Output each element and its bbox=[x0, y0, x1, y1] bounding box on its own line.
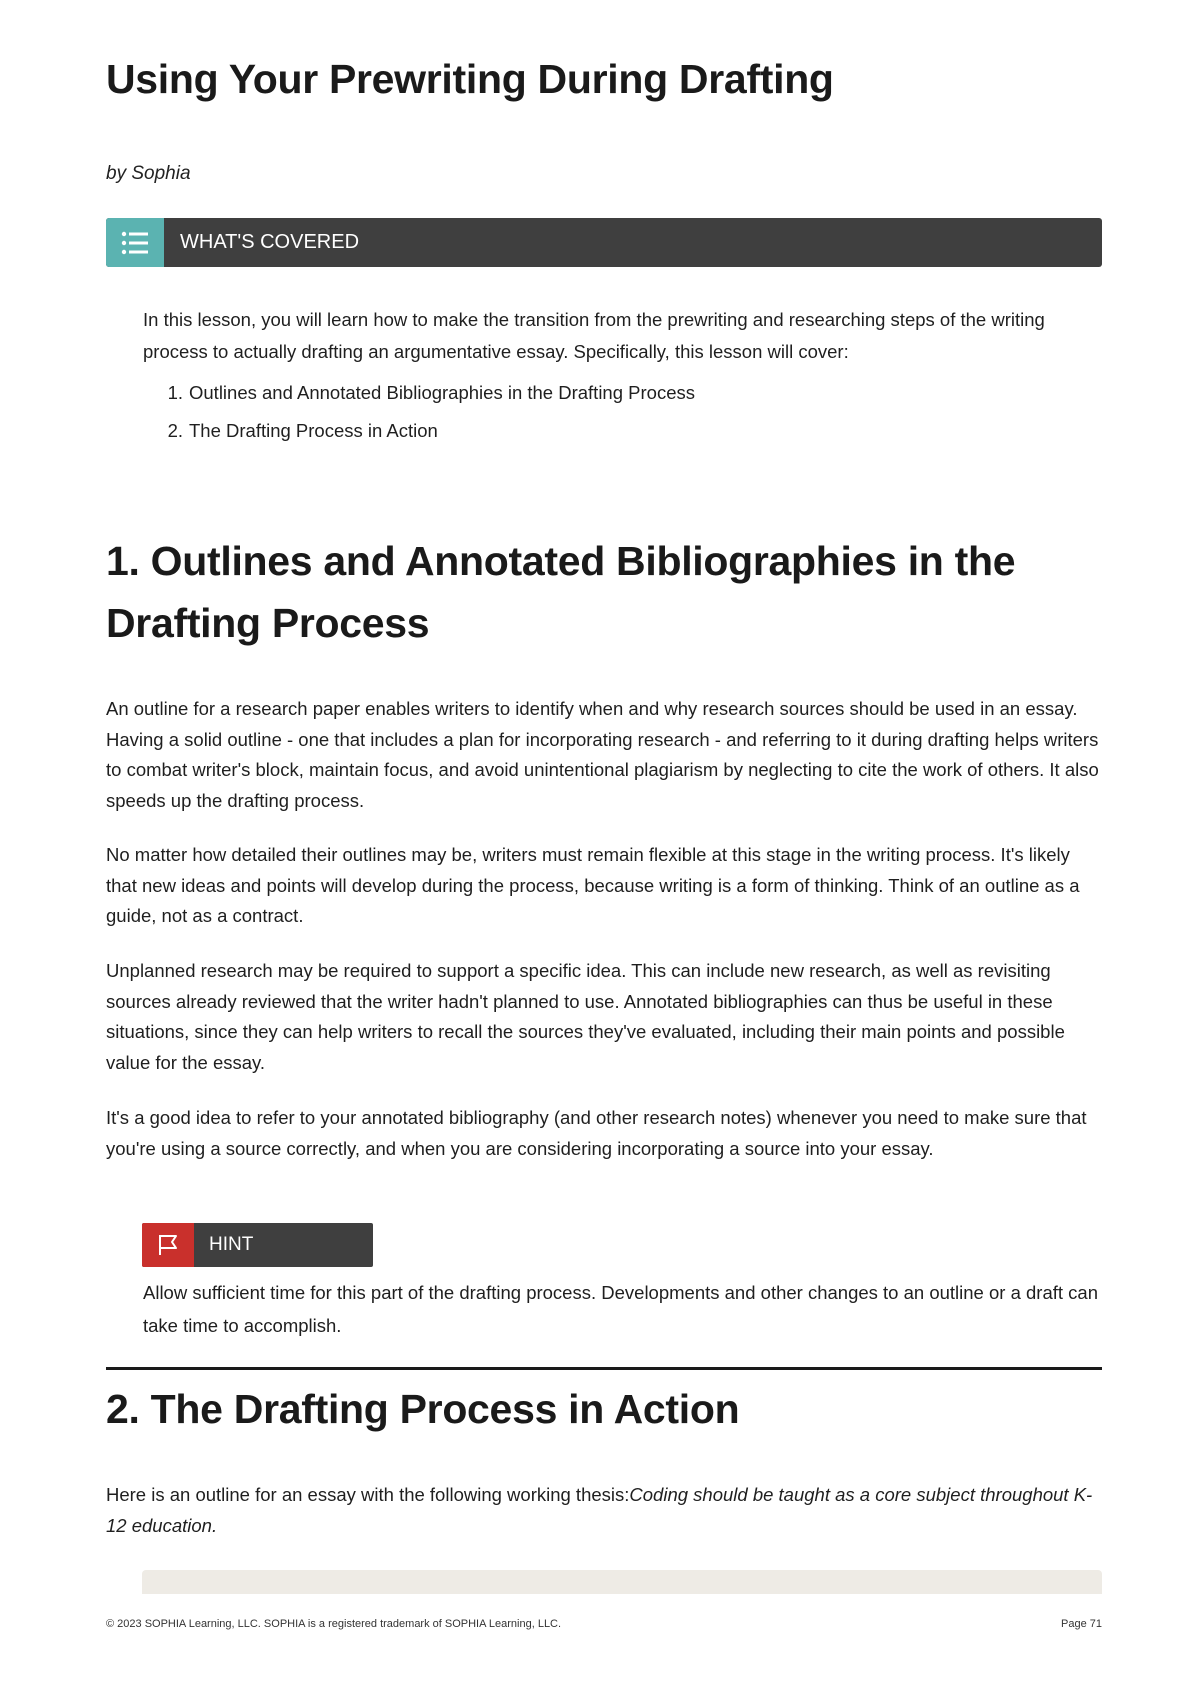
footer-copyright: © 2023 SOPHIA Learning, LLC. SOPHIA is a registered trademark of SOPHIA Learning, LLC. bbox=[106, 1618, 562, 1630]
paragraph: Unplanned research may be required to support a specific idea. This can include new research, as well as revisiting sources already reviewed that the writer hadn't planned to use. Annotated bibliographies can thus be useful in these situations, since they can help writers to recall the sources they've evaluated, including their main points and possible value for the essay. bbox=[106, 960, 1065, 1073]
whats-covered-body bbox=[143, 304, 1073, 450]
hint-header bbox=[142, 1223, 373, 1267]
section-2-heading: 2. The Drafting Process in Action bbox=[106, 1386, 740, 1432]
section-1-heading: 1. Outlines and Annotated Bibliographies in the Drafting Process bbox=[106, 538, 1016, 646]
flag-icon bbox=[142, 1223, 194, 1267]
paragraph: It's a good idea to refer to your annotated bibliography (and other research notes) whenever you need to make sure that you're using a source correctly, and when you are considering incorporating a source into your essay. bbox=[106, 1107, 1087, 1159]
hint-label: HINT bbox=[209, 1234, 254, 1255]
intro-prefix: Here is an outline for an essay with the following working thesis: bbox=[106, 1484, 630, 1505]
paragraph: An outline for a research paper enables writers to identify when and why research sources should be used in an essay. Having a solid outline - one that includes a plan for incorporating research - and referring to it during drafting helps writers to combat writer's block, maintain focus, and avoid unintentional plagiarism by neglecting to cite the work of others. It also speeds up the drafting process. bbox=[106, 698, 1099, 811]
list-item-text: The Drafting Process in Action bbox=[189, 420, 438, 441]
outline-box bbox=[142, 1570, 1102, 1594]
list-item-number: 2. bbox=[167, 420, 183, 441]
whats-covered-list bbox=[143, 374, 1073, 450]
byline: by Sophia bbox=[106, 163, 191, 184]
hint-text: Allow sufficient time for this part of the drafting process. Developments and other changes to an outline or a draft can take time to accomplish. bbox=[143, 1282, 1098, 1336]
page-title: Using Your Prewriting During Drafting bbox=[106, 56, 834, 102]
section-divider bbox=[106, 1367, 1102, 1370]
whats-covered-label: WHAT'S COVERED bbox=[180, 231, 360, 253]
document-page bbox=[106, 0, 1102, 1698]
section-2-intro bbox=[106, 1480, 1102, 1541]
list-item bbox=[143, 412, 1073, 450]
working-thesis: Coding should be taught as a core subject throughout K-12 education. bbox=[106, 1484, 1093, 1536]
paragraph: No matter how detailed their outlines may be, writers must remain flexible at this stage in the writing process. It's likely that new ideas and points will develop during the process, because writing is a form of thinking. Think of an outline as a guide, not as a contract. bbox=[106, 844, 1080, 926]
whats-covered-intro: In this lesson, you will learn how to make the transition from the prewriting and researching steps of the writing process to actually drafting an argumentative essay. Specifically, this lesson will cover: bbox=[143, 309, 1045, 362]
list-item bbox=[143, 374, 1073, 412]
page-number: Page 71 bbox=[1061, 1618, 1102, 1630]
whats-covered-header bbox=[106, 218, 1102, 267]
list-icon bbox=[106, 218, 164, 267]
list-item-number: 1. bbox=[167, 382, 183, 403]
list-item-text: Outlines and Annotated Bibliographies in the Drafting Process bbox=[189, 382, 695, 403]
